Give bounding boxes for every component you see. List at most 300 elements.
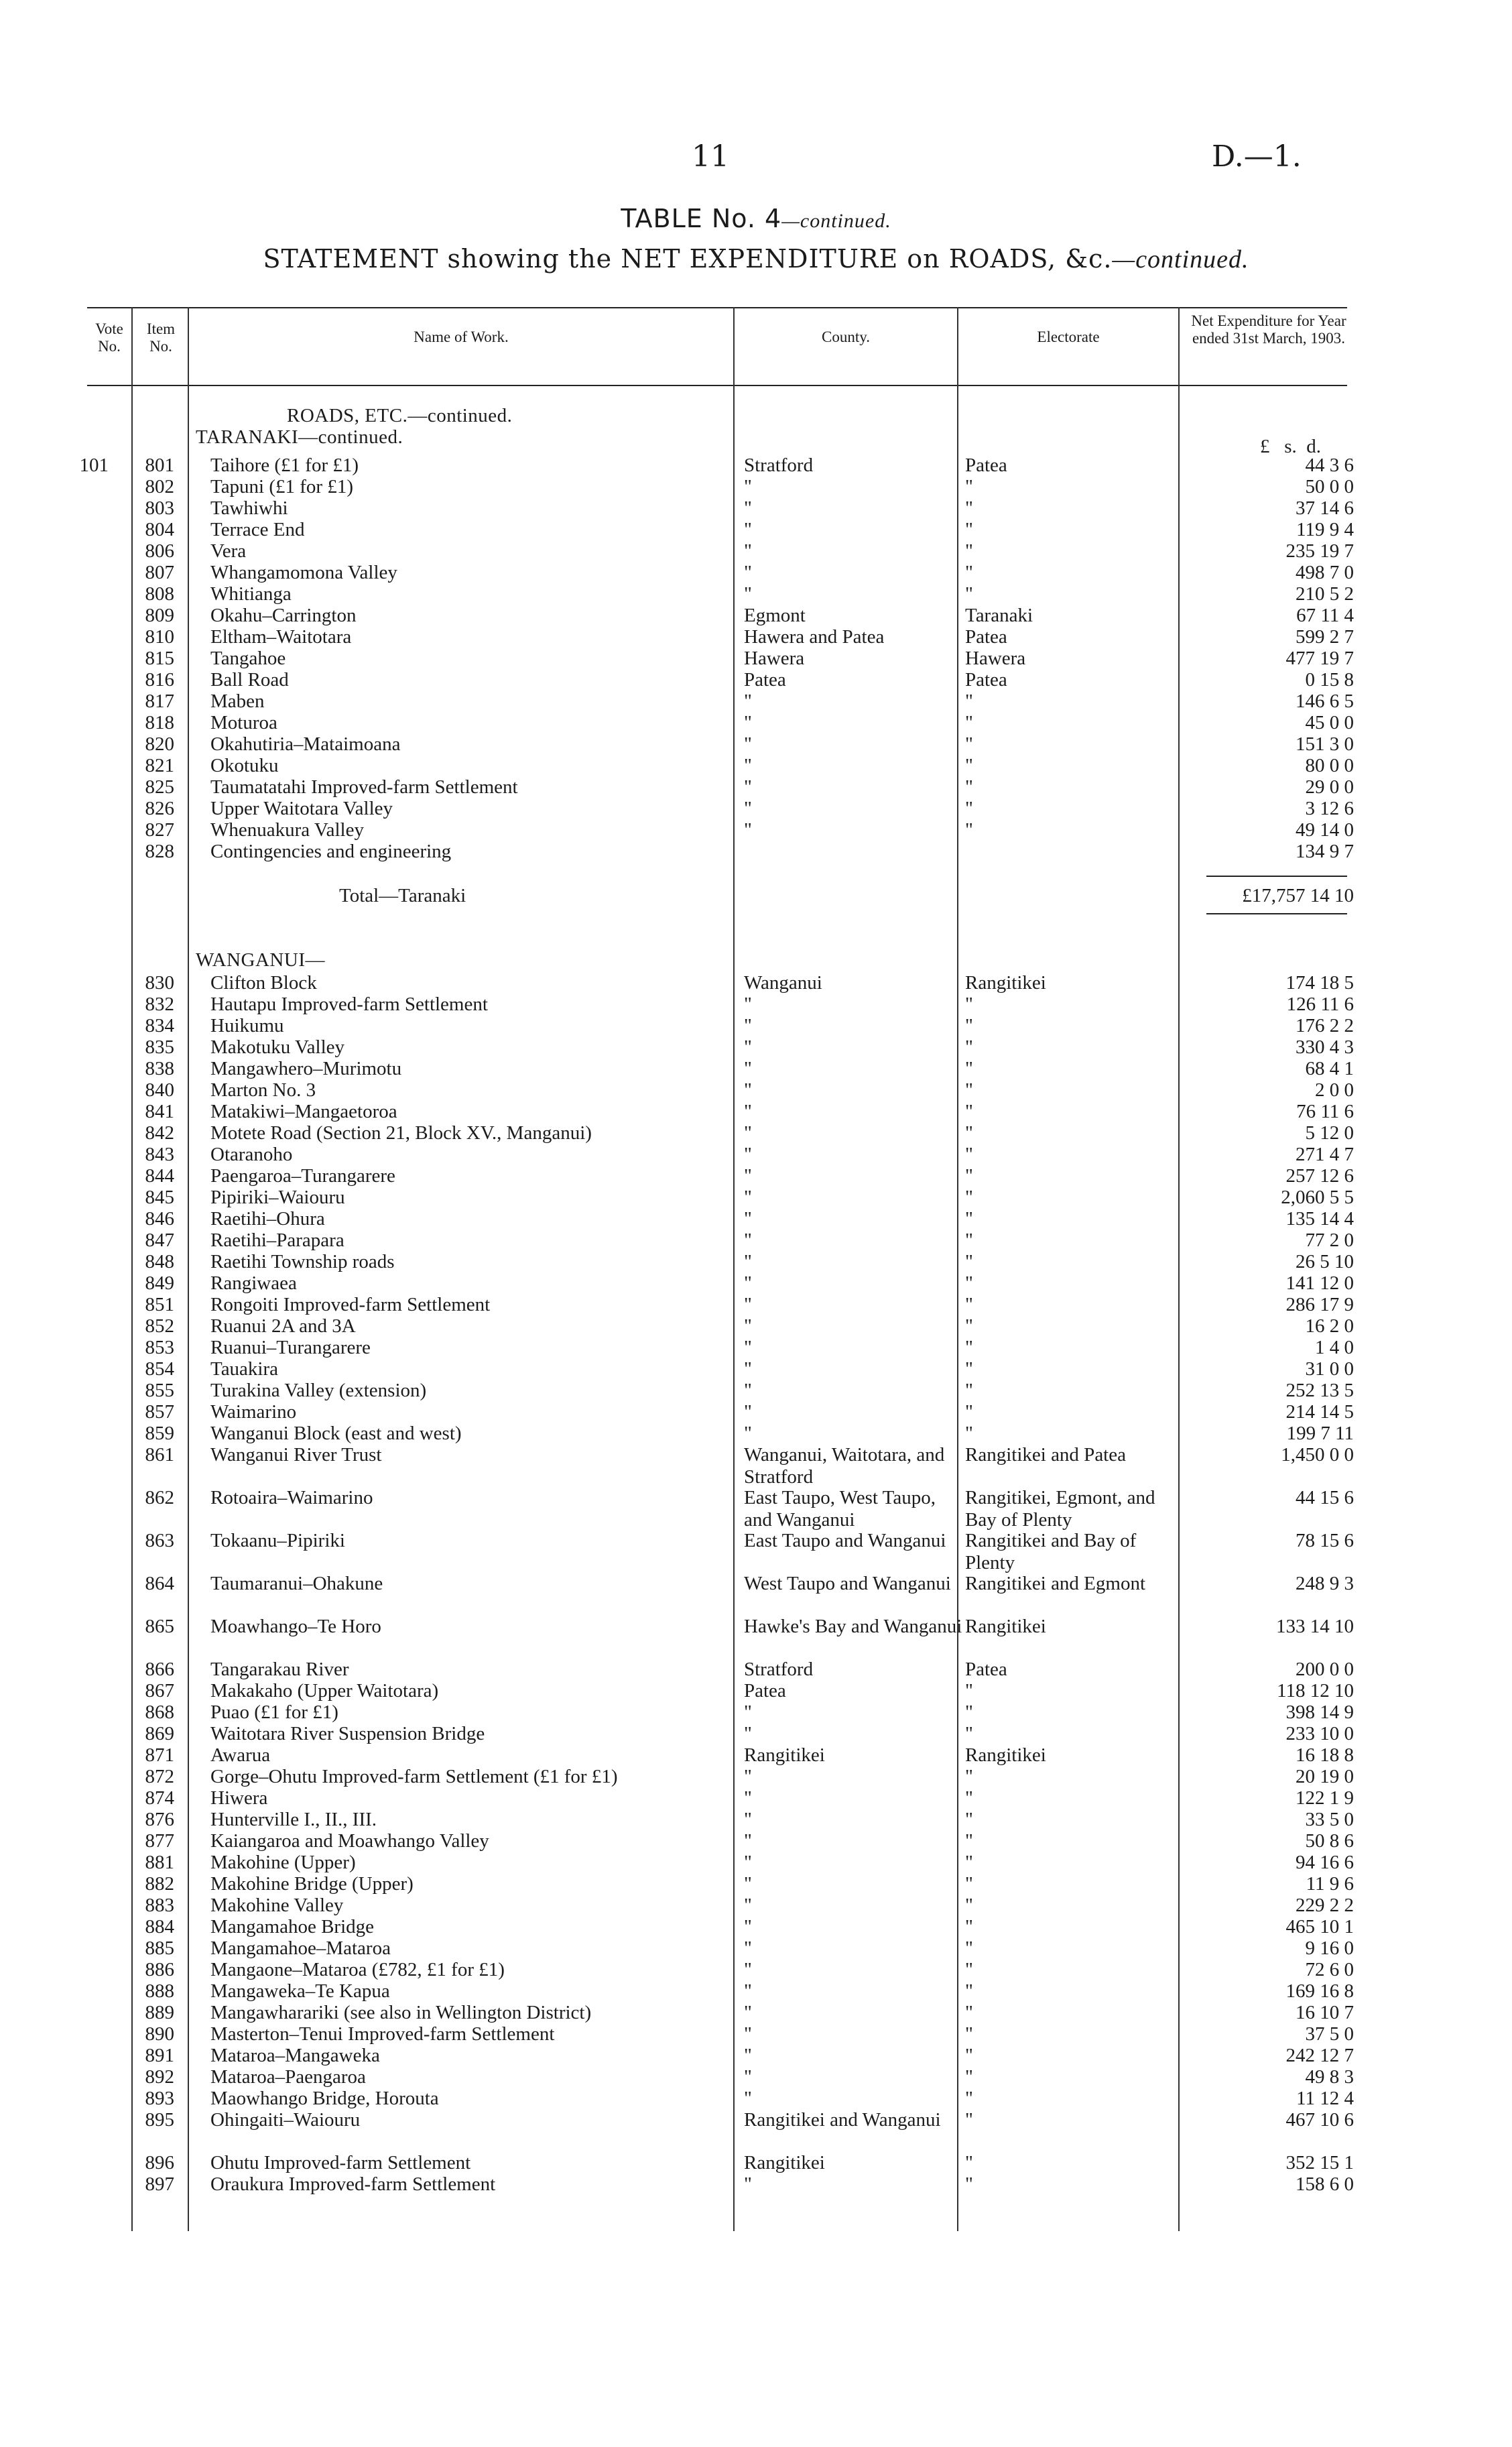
table-row [0, 497, 1512, 519]
work-name: Maowhango Bridge, Horouta [210, 2088, 439, 2109]
county-name: " [744, 1873, 752, 1895]
county-name: " [744, 1165, 752, 1187]
electorate-name: " [965, 755, 973, 776]
net-expenditure: 134 9 7 [1296, 841, 1354, 862]
work-name: Contingencies and engineering [210, 841, 452, 862]
county-name: " [744, 1101, 752, 1122]
work-name: Tapuni (£1 for £1) [210, 476, 353, 497]
work-name: Raetihi Township roads [210, 1251, 395, 1272]
work-name: Mangaone–Mataroa (£782, £1 for £1) [210, 1959, 505, 1980]
work-name: Raetihi–Parapara [210, 1230, 344, 1251]
electorate-name: " [965, 1187, 973, 1208]
item-number: 826 [145, 798, 174, 819]
net-expenditure: 37 14 6 [1296, 497, 1354, 519]
item-number: 851 [145, 1294, 174, 1315]
table-row [0, 755, 1512, 776]
net-expenditure: 330 4 3 [1296, 1036, 1354, 1058]
electorate-name: Hawera [965, 648, 1026, 669]
electorate-name: " [965, 1272, 973, 1294]
work-name: Taumatatahi Improved-farm Settlement [210, 776, 518, 798]
work-name: Mangawharariki (see also in Wellington District) [210, 2002, 592, 2023]
work-name: Turakina Valley (extension) [210, 1380, 427, 1401]
county-name: Patea [744, 1680, 786, 1702]
net-expenditure: 174 18 5 [1285, 972, 1354, 994]
electorate-name: " [965, 476, 973, 497]
work-name: Rongoiti Improved-farm Settlement [210, 1294, 491, 1315]
table-row [0, 562, 1512, 583]
work-name: Rangiwaea [210, 1272, 297, 1294]
item-number: 830 [145, 972, 174, 994]
electorate-name: " [965, 798, 973, 819]
item-number: 881 [145, 1852, 174, 1873]
county-name: " [744, 2023, 752, 2045]
electorate-name: " [965, 994, 973, 1015]
county-name: " [744, 1079, 752, 1101]
item-number: 834 [145, 1015, 174, 1036]
net-expenditure: 135 14 4 [1285, 1208, 1354, 1230]
table-title-continued: —continued. [781, 210, 891, 232]
electorate-name: " [965, 1830, 973, 1852]
work-name: Pipiriki–Waiouru [210, 1187, 345, 1208]
work-name: Mangawhero–Murimotu [210, 1058, 402, 1079]
county-name: " [744, 2045, 752, 2066]
county-name: " [744, 562, 752, 583]
work-name: Mangaweka–Te Kapua [210, 1980, 390, 2002]
work-name: Makotuku Valley [210, 1036, 345, 1058]
item-number: 842 [145, 1122, 174, 1144]
header-bottom-rule [87, 385, 1347, 386]
electorate-name: " [965, 1101, 973, 1122]
net-expenditure: 29 0 0 [1305, 776, 1354, 798]
county-name: " [744, 1830, 752, 1852]
county-name: " [744, 1315, 752, 1337]
electorate-name: " [965, 1058, 973, 1079]
electorate-name: Rangitikei and Egmont [965, 1573, 1146, 1594]
county-name: Stratford [744, 455, 814, 476]
electorate-name: Rangitikei and Bay of Plenty [965, 1530, 1137, 1573]
county-name: " [744, 1358, 752, 1380]
item-number: 872 [145, 1766, 174, 1787]
county-name: " [744, 1251, 752, 1272]
net-expenditure: 44 3 6 [1305, 455, 1354, 476]
header-electorate: Electorate [1037, 329, 1100, 345]
item-number: 852 [145, 1315, 174, 1337]
item-number: 841 [145, 1101, 174, 1122]
item-number: 840 [145, 1079, 174, 1101]
county-name: " [744, 2002, 752, 2023]
work-name: Paengaroa–Turangarere [210, 1165, 395, 1187]
table-row [0, 1015, 1512, 1036]
net-expenditure: 210 5 2 [1296, 583, 1354, 605]
work-name: Kaiangaroa and Moawhango Valley [210, 1830, 489, 1852]
work-name: Makohine Bridge (Upper) [210, 1873, 414, 1895]
table-row [0, 1058, 1512, 1079]
electorate-name: " [965, 2045, 973, 2066]
item-number: 828 [145, 841, 174, 862]
table-row [0, 1766, 1512, 1787]
section-heading-wanganui: WANGANUI— [196, 949, 325, 971]
county-name: Wanganui, Waitotara, and Stratford [744, 1444, 945, 1488]
item-number: 845 [145, 1187, 174, 1208]
table-row [0, 1144, 1512, 1165]
county-name: " [744, 1787, 752, 1809]
table-row [0, 2002, 1512, 2023]
county-name: " [744, 1208, 752, 1230]
item-number: 847 [145, 1230, 174, 1251]
header-net-expenditure: Net Expenditure for Year ended 31st March, 1903. [1191, 312, 1346, 347]
item-number: 876 [145, 1809, 174, 1830]
table-row [0, 648, 1512, 669]
net-expenditure: 33 5 0 [1305, 1809, 1354, 1830]
work-name: Hiwera [210, 1787, 268, 1809]
work-name: Wanganui Block (east and west) [210, 1423, 462, 1444]
table-row [0, 1616, 1512, 1637]
item-number: 868 [145, 1702, 174, 1723]
electorate-name: " [965, 1702, 973, 1723]
work-name: Moturoa [210, 712, 277, 733]
table-row [0, 972, 1512, 994]
table-row [0, 1680, 1512, 1702]
item-number: 817 [145, 691, 174, 712]
county-name: " [744, 1122, 752, 1144]
electorate-name: " [965, 562, 973, 583]
work-name: Matakiwi–Mangaetoroa [210, 1101, 397, 1122]
table-row [0, 1079, 1512, 1101]
table-row [0, 1723, 1512, 1744]
net-expenditure: 16 10 7 [1296, 2002, 1354, 2023]
work-name: Mataroa–Paengaroa [210, 2066, 366, 2088]
table-row [0, 1702, 1512, 1723]
net-expenditure: 50 8 6 [1305, 1830, 1354, 1852]
item-number: 885 [145, 1937, 174, 1959]
county-name: " [744, 1937, 752, 1959]
table-row [0, 1036, 1512, 1058]
section-heading-roads: ROADS, ETC.—continued. [287, 405, 513, 426]
item-number: 844 [145, 1165, 174, 1187]
work-name: Wanganui River Trust [210, 1444, 382, 1466]
county-name: " [744, 2173, 752, 2195]
net-expenditure: 50 0 0 [1305, 476, 1354, 497]
table-row [0, 1401, 1512, 1423]
electorate-name: " [965, 2023, 973, 2045]
county-name: " [744, 2066, 752, 2088]
net-expenditure: 31 0 0 [1305, 1358, 1354, 1380]
county-name: " [744, 1294, 752, 1315]
county-name: Wanganui [744, 972, 822, 994]
table-row [0, 1873, 1512, 1895]
work-name: Marton No. 3 [210, 1079, 316, 1101]
electorate-name: " [965, 1315, 973, 1337]
work-name: Hunterville I., II., III. [210, 1809, 377, 1830]
net-expenditure: 242 12 7 [1285, 2045, 1354, 2066]
net-expenditure: 16 2 0 [1305, 1315, 1354, 1337]
county-name: " [744, 1959, 752, 1980]
county-name: Rangitikei [744, 2152, 825, 2173]
county-name: Hawera and Patea [744, 626, 885, 648]
section-heading-taranaki: TARANAKI—continued. [196, 426, 403, 448]
electorate-name: Rangitikei [965, 1744, 1046, 1766]
item-number: 896 [145, 2152, 174, 2173]
county-name: " [744, 1980, 752, 2002]
net-expenditure: 352 15 1 [1285, 2152, 1354, 2173]
county-name: " [744, 691, 752, 712]
electorate-name: " [965, 1036, 973, 1058]
table-row [0, 1959, 1512, 1980]
table-row [0, 1895, 1512, 1916]
table-row [0, 1380, 1512, 1401]
work-name: Whenuakura Valley [210, 819, 364, 841]
electorate-name: " [965, 1809, 973, 1830]
county-name: " [744, 1809, 752, 1830]
work-name: Mangamahoe Bridge [210, 1916, 375, 1937]
work-name: Makohine (Upper) [210, 1852, 356, 1873]
electorate-name: " [965, 1680, 973, 1702]
county-name: " [744, 1423, 752, 1444]
work-name: Mangamahoe–Mataroa [210, 1937, 391, 1959]
net-expenditure: 45 0 0 [1305, 712, 1354, 733]
total-top-rule [1206, 876, 1347, 877]
table-row [0, 1659, 1512, 1680]
item-number: 886 [145, 1959, 174, 1980]
county-name: " [744, 733, 752, 755]
table-row [0, 2173, 1512, 2195]
item-number: 864 [145, 1573, 174, 1594]
item-number: 843 [145, 1144, 174, 1165]
table-row [0, 1852, 1512, 1873]
work-name: Tokaanu–Pipiriki [210, 1530, 345, 1551]
item-number: 893 [145, 2088, 174, 2109]
table-row [0, 519, 1512, 540]
net-expenditure: 67 11 4 [1296, 605, 1354, 626]
work-name: Otaranoho [210, 1144, 293, 1165]
item-number: 810 [145, 626, 174, 648]
county-name: " [744, 1380, 752, 1401]
item-number: 861 [145, 1444, 174, 1466]
table-row [0, 2066, 1512, 2088]
work-name: Motete Road (Section 21, Block XV., Manganui) [210, 1122, 592, 1144]
net-expenditure: 1,450 0 0 [1281, 1444, 1354, 1466]
table-row [0, 1830, 1512, 1852]
electorate-name: " [965, 1937, 973, 1959]
table-row [0, 540, 1512, 562]
electorate-name: " [965, 1723, 973, 1744]
work-name: Masterton–Tenui Improved-farm Settlement [210, 2023, 555, 2045]
electorate-name: " [965, 1208, 973, 1230]
net-expenditure: 126 11 6 [1286, 994, 1354, 1015]
county-name: " [744, 1766, 752, 1787]
work-name: Puao (£1 for £1) [210, 1702, 338, 1723]
work-name: Rotoaira–Waimarino [210, 1487, 373, 1508]
electorate-name: " [965, 1980, 973, 2002]
net-expenditure: 252 13 5 [1285, 1380, 1354, 1401]
net-expenditure: 151 3 0 [1296, 733, 1354, 755]
county-name: " [744, 1015, 752, 1036]
electorate-name: " [965, 1959, 973, 1980]
net-expenditure: 271 4 7 [1296, 1144, 1354, 1165]
table-row [0, 1337, 1512, 1358]
item-number: 825 [145, 776, 174, 798]
net-expenditure: 467 10 6 [1285, 2109, 1354, 2131]
electorate-name: " [965, 776, 973, 798]
county-name: " [744, 1723, 752, 1744]
item-number: 807 [145, 562, 174, 583]
work-name: Hautapu Improved-farm Settlement [210, 994, 488, 1015]
table-row [0, 1980, 1512, 2002]
table-row [0, 1937, 1512, 1959]
county-name: " [744, 583, 752, 605]
work-name: Tangarakau River [210, 1659, 349, 1680]
net-expenditure: 118 12 10 [1277, 1680, 1354, 1702]
item-number: 865 [145, 1616, 174, 1637]
item-number: 855 [145, 1380, 174, 1401]
item-number: 859 [145, 1423, 174, 1444]
net-expenditure: 72 6 0 [1305, 1959, 1354, 1980]
net-expenditure: 1 4 0 [1315, 1337, 1354, 1358]
table-row [0, 1573, 1512, 1594]
item-number: 889 [145, 2002, 174, 2023]
county-name: " [744, 1337, 752, 1358]
item-number: 849 [145, 1272, 174, 1294]
electorate-name: " [965, 1766, 973, 1787]
electorate-name: " [965, 2088, 973, 2109]
county-name: Rangitikei and Wanganui [744, 2109, 941, 2131]
work-name: Okahutiria–Mataimoana [210, 733, 401, 755]
item-number: 801 [145, 455, 174, 476]
item-number: 895 [145, 2109, 174, 2131]
county-name: " [744, 1702, 752, 1723]
table-row [0, 1294, 1512, 1315]
net-expenditure: 0 15 8 [1305, 669, 1354, 691]
net-expenditure: 2 0 0 [1315, 1079, 1354, 1101]
table-row [0, 2109, 1512, 2131]
item-number: 888 [145, 1980, 174, 2002]
county-name: " [744, 1036, 752, 1058]
net-expenditure: 37 5 0 [1305, 2023, 1354, 2045]
county-name: " [744, 1144, 752, 1165]
net-expenditure: 229 2 2 [1296, 1895, 1354, 1916]
net-expenditure: 49 8 3 [1305, 2066, 1354, 2088]
electorate-name: " [965, 1895, 973, 1916]
page-number: 11 [692, 139, 729, 174]
table-row [0, 1787, 1512, 1809]
item-number: 863 [145, 1530, 174, 1551]
net-expenditure: 286 17 9 [1285, 1294, 1354, 1315]
electorate-name: " [965, 2002, 973, 2023]
item-number: 818 [145, 712, 174, 733]
table-row [0, 1187, 1512, 1208]
county-name: " [744, 1230, 752, 1251]
county-name: " [744, 819, 752, 841]
item-number: 802 [145, 476, 174, 497]
electorate-name: Patea [965, 455, 1007, 476]
table-row [0, 1916, 1512, 1937]
electorate-name: " [965, 583, 973, 605]
county-name: " [744, 2088, 752, 2109]
item-number: 809 [145, 605, 174, 626]
net-expenditure: 44 15 6 [1296, 1487, 1354, 1508]
work-name: Clifton Block [210, 972, 317, 994]
county-name: " [744, 712, 752, 733]
statement-subtitle-main: STATEMENT showing the NET EXPENDITURE on ROADS, &c. [263, 244, 1113, 274]
item-number: 892 [145, 2066, 174, 2088]
table-row [0, 1315, 1512, 1337]
work-name: Upper Waitotara Valley [210, 798, 393, 819]
county-name: Hawke's Bay and Wanganui [744, 1616, 962, 1637]
work-name: Terrace End [210, 519, 305, 540]
net-expenditure: 122 1 9 [1296, 1787, 1354, 1809]
county-name: Rangitikei [744, 1744, 825, 1766]
net-expenditure: 76 11 6 [1296, 1101, 1354, 1122]
work-name: Maben [210, 691, 265, 712]
electorate-name: " [965, 1122, 973, 1144]
header-item: Item No. [146, 320, 176, 355]
table-row [0, 476, 1512, 497]
table-row [0, 776, 1512, 798]
net-expenditure: 158 6 0 [1296, 2173, 1354, 2195]
table-row [0, 669, 1512, 691]
total-taranaki-label: Total—Taranaki [339, 885, 466, 906]
electorate-name: " [965, 1230, 973, 1251]
table-row [0, 994, 1512, 1015]
item-number: 891 [145, 2045, 174, 2066]
county-name: " [744, 519, 752, 540]
county-name: " [744, 994, 752, 1015]
county-name: " [744, 1895, 752, 1916]
electorate-name: Rangitikei [965, 972, 1046, 994]
electorate-name: " [965, 1337, 973, 1358]
item-number: 820 [145, 733, 174, 755]
item-number: 897 [145, 2173, 174, 2195]
work-name: Whangamomona Valley [210, 562, 397, 583]
item-number: 853 [145, 1337, 174, 1358]
electorate-name: " [965, 1873, 973, 1895]
work-name: Taumaranui–Ohakune [210, 1573, 383, 1594]
net-expenditure: 141 12 0 [1285, 1272, 1354, 1294]
item-number: 867 [145, 1680, 174, 1702]
work-name: Okahu–Carrington [210, 605, 357, 626]
electorate-name: " [965, 2173, 973, 2195]
table-row [0, 1122, 1512, 1144]
item-number: 882 [145, 1873, 174, 1895]
table-row [0, 626, 1512, 648]
item-number: 808 [145, 583, 174, 605]
electorate-name: " [965, 2109, 973, 2131]
net-expenditure: 5 12 0 [1305, 1122, 1354, 1144]
county-name: " [744, 1058, 752, 1079]
total-taranaki-amount: £17,757 14 10 [1242, 885, 1354, 906]
electorate-name: Rangitikei [965, 1616, 1046, 1637]
currency-header: £ s. d. [1260, 436, 1322, 457]
table-row [0, 819, 1512, 841]
net-expenditure: 77 2 0 [1305, 1230, 1354, 1251]
net-expenditure: 477 19 7 [1285, 648, 1354, 669]
electorate-name: " [965, 819, 973, 841]
net-expenditure: 78 15 6 [1296, 1530, 1354, 1551]
county-name: " [744, 1187, 752, 1208]
net-expenditure: 214 14 5 [1285, 1401, 1354, 1423]
statement-subtitle [0, 244, 1512, 274]
county-name: Hawera [744, 648, 805, 669]
work-name: Ohutu Improved-farm Settlement [210, 2152, 471, 2173]
item-number: 883 [145, 1895, 174, 1916]
table-row [0, 1809, 1512, 1830]
electorate-name: " [965, 733, 973, 755]
electorate-name: " [965, 1358, 973, 1380]
county-name: East Taupo and Wanganui [744, 1530, 946, 1551]
electorate-name: Patea [965, 1659, 1007, 1680]
county-name: " [744, 476, 752, 497]
county-name: " [744, 776, 752, 798]
